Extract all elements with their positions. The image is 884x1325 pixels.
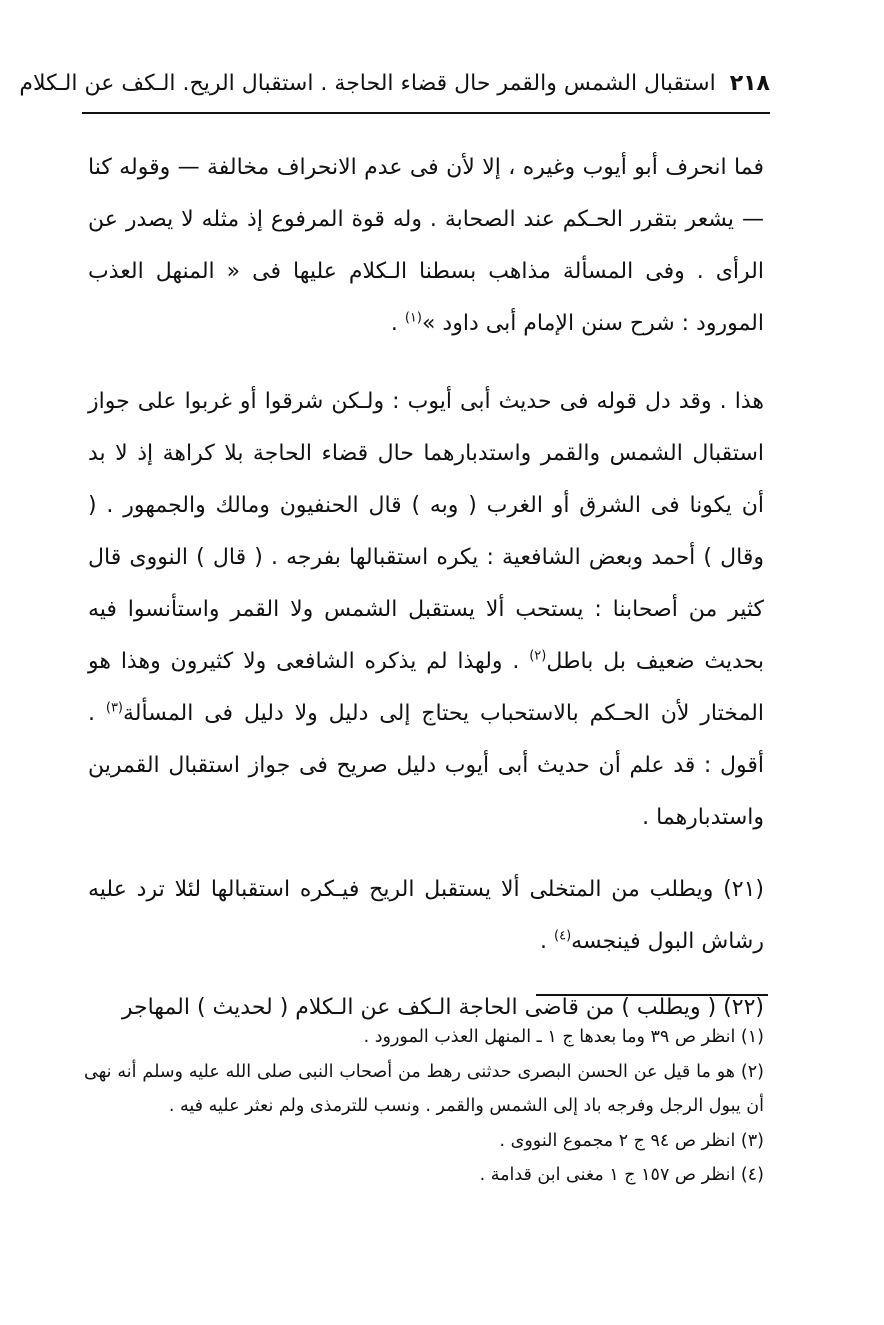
footnote-ref: (٣) [105,700,123,716]
paragraph-tail: . [390,311,405,336]
paragraph-text: فما انحرف أبو أيوب وغيره ، إلا لأن فى عدم الانحراف مخالفة — وقوله كنا — يشعر بتقرر الحـكم عند الصحابة . وله قوة المرفوع إذ مثله لا يصدر عن الرأى . وفى المسألة مذاهب بسطنا الـكلام عليها فى « المنهل العذب المورود : شرح سنن الإمام أبى داود » [88,155,764,336]
paragraph [88,376,764,844]
footnotes [84,1020,764,1193]
footnote: (٢) هو ما قيل عن الحسن البصرى حدثنى رهط من أصحاب النبى صلى الله عليه وسلم أنه نهى أن يبول الرجل وفرجه باد إلى الشمس والقمر . ونسب للترمذى ولم نعثر عليه فيه . [84,1061,764,1116]
page-header [19,62,770,106]
paragraph-tail: . أقول : قد علم أن حديث أبى أيوب دليل صريح فى جواز استقبال القمرين واستدبارهما . [88,701,764,830]
running-title: استقبال الشمس والقمر حال قضاء الحاجة . استقبال الريح. الـكف عن الـكلام [19,71,716,96]
paragraph-text: (٢٢) ( ويطلب ) من قاضى الحاجة الـكف عن الـكلام ( لحديث ) المهاجر [121,995,764,1020]
footnote: (٣) انظر ص ٩٤ ج ٢ مجموع النووى . [499,1130,764,1151]
footnote-ref: (٢) [529,648,547,664]
page-number: ٢١٨ [729,71,770,96]
main-text [88,142,764,1034]
paragraph-text-continued: . ولهذا لم يذكره الشافعى ولا كثيرون وهذا هو المختار لأن الحـكم بالاستحباب يحتاج إلى دليل ولا دليل فى المسألة [88,649,764,726]
paragraph [88,864,764,968]
paragraph [88,142,764,350]
footnote-ref: (١) [404,310,422,326]
paragraph-text: (٢١) ويطلب من المتخلى ألا يستقبل الريح فيـكره استقبالها لئلا ترد عليه رشاش البول فينجسه [88,877,764,954]
footnote-separator [536,994,768,996]
paragraph-tail: . [540,929,555,954]
footnote: (١) انظر ص ٣٩ وما بعدها ج ١ ـ المنهل العذب المورود . [363,1027,764,1047]
paragraph-text: هذا . وقد دل قوله فى حديث أبى أيوب : ولـكن شرقوا أو غربوا على جواز استقبال الشمس والقمر واستدبارهما حال قضاء الحاجة بلا كراهة إذ لا بد أن يكونا فى الشرق أو الغرب ( وبه ) قال الحنفيون ومالك والجمهور . ( وقال ) أحمد وبعض الشافعية : يكره استقبالها بفرجه . ( قال ) النووى قال كثير من أصحابنا : يستحب ألا يستقبل الشمس ولا القمر واستأنسوا فيه بحديث ضعيف بل باطل [88,389,764,674]
header-rule [82,112,770,114]
footnote: (٤) انظر ص ١٥٧ ج ١ مغنى ابن قدامة . [479,1165,764,1185]
footnote-ref: (٤) [554,928,572,944]
